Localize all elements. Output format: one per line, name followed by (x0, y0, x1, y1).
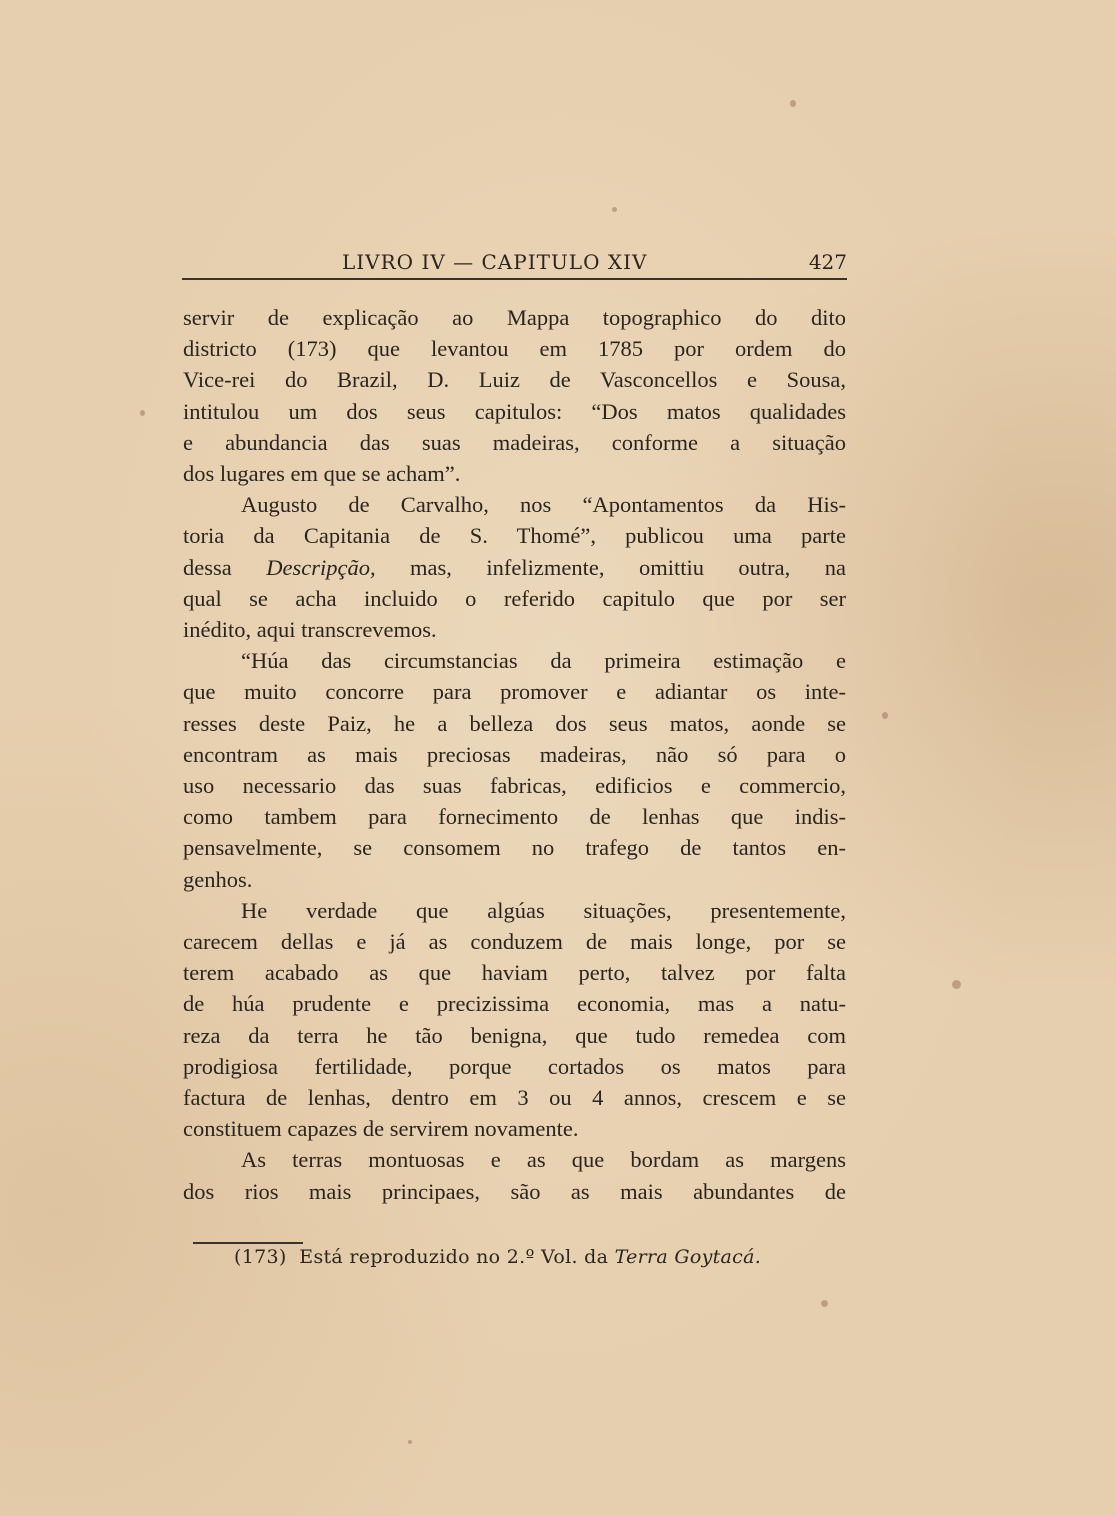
paragraph (183, 489, 846, 645)
text-line: carecem dellas e já as conduzem de mais longe, por se (183, 929, 846, 955)
text-line: encontram as mais preciosas madeiras, não só para o (183, 741, 846, 767)
footnote-text: Está reproduzido no 2.º Vol. da (299, 1246, 609, 1268)
text-line: dos rios mais principaes, são as mais abundantes de (183, 1178, 846, 1204)
text-line: factura de lenhas, dentro em 3 ou 4 annos, crescem e se (183, 1085, 846, 1111)
text-line: toria da Capitania de S. Thomé”, publicou uma parte (183, 523, 846, 549)
footnote (234, 1246, 761, 1268)
paper-speck (821, 1300, 828, 1307)
text-line: He verdade que algúas situações, presentemente, (241, 897, 846, 923)
text-line: de húa prudente e precizissima economia, mas a natu- (183, 991, 846, 1017)
text-line: como tambem para fornecimento de lenhas que indis- (183, 804, 846, 830)
text-line: que muito concorre para promover e adiantar os inte- (183, 679, 846, 705)
text-line: constituem capazes de servirem novamente. (183, 1116, 579, 1142)
paragraph (183, 645, 846, 895)
paper-speck (408, 1440, 412, 1444)
body-text (183, 302, 846, 1207)
text-line: genhos. (183, 866, 253, 892)
footnote-rule (193, 1242, 303, 1244)
text-line: dos lugares em que se acham”. (183, 461, 461, 487)
text-line: servir de explicação ao Mappa topographico do dito (183, 305, 846, 330)
text-line: pensavelmente, se consomem no trafego de tantos en- (183, 835, 846, 861)
text-line: inédito, aqui transcrevemos. (183, 617, 437, 643)
text-line: qual se acha incluido o referido capitulo que por ser (183, 585, 846, 611)
running-header (182, 250, 847, 280)
text-line: terem acabado as que haviam perto, talvez por falta (183, 960, 846, 986)
text-line: intitulou um dos seus capitulos: “Dos matos qualidades (183, 398, 846, 424)
paper-speck (612, 207, 617, 212)
paragraph (183, 302, 846, 489)
text-line: Vice-rei do Brazil, D. Luiz de Vasconcellos e Sousa, (183, 367, 846, 393)
paper-speck (952, 980, 961, 989)
text-line: “Húa das circumstancias da primeira estimação e (241, 648, 846, 674)
text-line: As terras montuosas e as que bordam as margens (241, 1147, 846, 1173)
text-line: reza da terra he tão benigna, que tudo remedea com (183, 1022, 846, 1048)
text-line: resses deste Paiz, he a belleza dos seus matos, aonde se (183, 710, 846, 736)
footnote-book-title: Terra Goytacá. (614, 1246, 762, 1268)
paragraph (183, 895, 846, 1145)
text-line: Augusto de Carvalho, nos “Apontamentos da His- (241, 492, 846, 518)
paragraph (183, 1144, 846, 1206)
text-line: uso necessario das suas fabricas, edificios e commercio, (183, 773, 846, 799)
text-line: districto (173) que levantou em 1785 por ordem do (183, 336, 846, 362)
paper-speck (882, 712, 888, 719)
paper-speck (140, 410, 145, 416)
text-line: prodigiosa fertilidade, porque cortados os matos para (183, 1053, 846, 1079)
chapter-title: LIVRO IV — CAPITULO XIV (342, 250, 648, 274)
paper-speck (790, 100, 796, 107)
footnote-marker: (173) (234, 1246, 287, 1268)
page-number: 427 (808, 250, 847, 274)
text-line: e abundancia das suas madeiras, conforme a situação (183, 429, 846, 455)
text-line: dessa Descripção, mas, infelizmente, omittiu outra, na (183, 554, 846, 580)
